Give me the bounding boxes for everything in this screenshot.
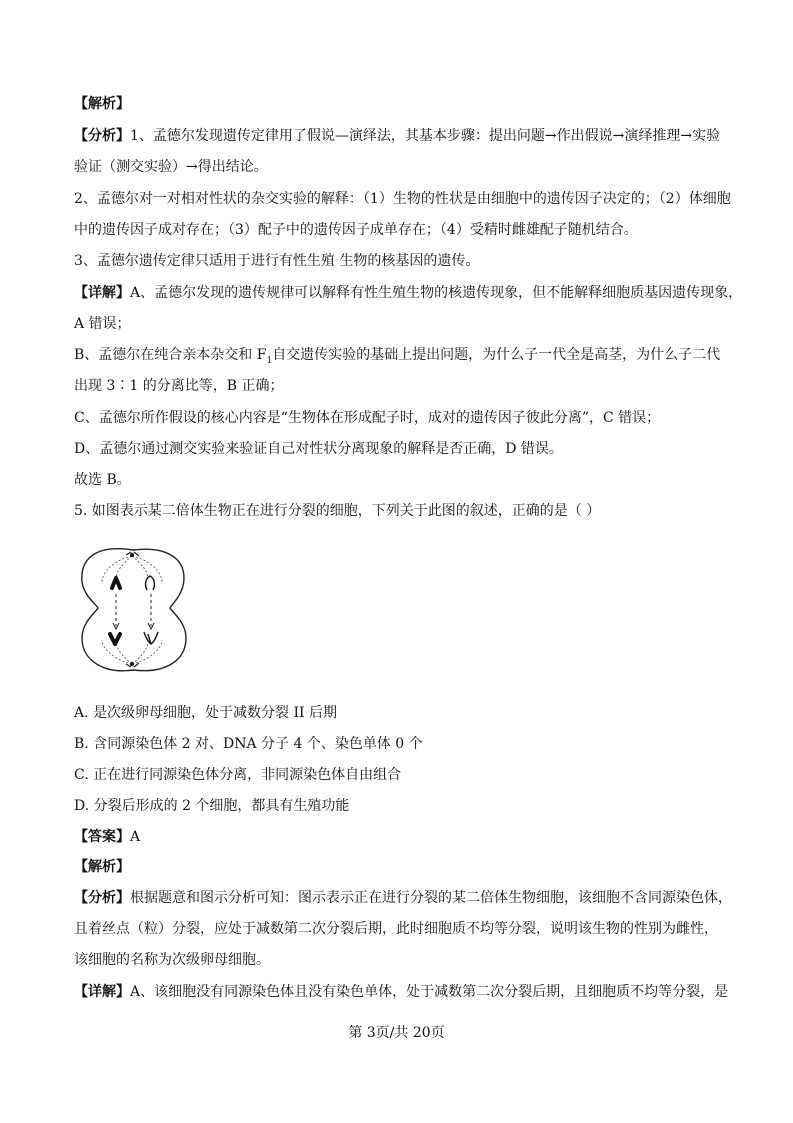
q5-analysis-line-1 bbox=[74, 889, 732, 907]
analysis-line-1 bbox=[74, 127, 720, 145]
page-footer: 第 3页/共 20页 bbox=[348, 1025, 445, 1041]
detail-line-b2: 出现 3∶1 的分离比等，B 正确； bbox=[74, 378, 284, 394]
option-d: D. 分裂后形成的 2 个细胞，都具有生殖功能 bbox=[74, 798, 350, 814]
chromosome-top-left bbox=[112, 578, 120, 588]
answer-line bbox=[74, 828, 140, 846]
detail-b-pre: B、孟德尔在纯合亲本杂交和 F bbox=[74, 347, 267, 363]
answer-value: A bbox=[130, 829, 141, 845]
chromosome-top-right bbox=[146, 576, 155, 590]
analysis-heading: 【解析】 bbox=[74, 96, 130, 112]
analysis-line-2: 2、孟德尔对一对相对性状的杂交实验的解释：（1）生物的性状是由细胞中的遗传因子决定的；（2）体细胞 bbox=[74, 191, 731, 207]
option-c: C. 正在进行同源染色体分离，非同源染色体自由组合 bbox=[74, 767, 402, 783]
answer-tag: 【答案】 bbox=[74, 829, 130, 845]
q5-analysis-line-3: 该细胞的名称为次级卵母细胞。 bbox=[74, 952, 270, 968]
q5-analysis-heading: 【解析】 bbox=[74, 859, 130, 875]
detail-text-a: A、孟德尔发现的遗传规律可以解释有性生殖生物的核遗传现象，但不能解释细胞质基因遗传现象， bbox=[130, 285, 743, 301]
detail-line-b bbox=[74, 346, 720, 370]
detail-line-a bbox=[74, 284, 742, 302]
q5-detail-text-a: A、该细胞没有同源染色体且没有染色单体，处于减数第二次分裂后期，且细胞质不均等分裂，是 bbox=[130, 984, 729, 1000]
detail-line-a2: A 错误； bbox=[74, 316, 131, 332]
detail-line-c: C、孟德尔所作假设的核心内容是“生物体在形成配子时，成对的遗传因子彼此分离”，C 错误； bbox=[74, 410, 661, 426]
detail-line-d: D、孟德尔通过测交实验来验证自己对性状分离现象的解释是否正确，D 错误。 bbox=[74, 441, 563, 457]
q5-analysis-line-2: 且着丝点（粒）分裂，应处于减数第二次分裂后期，此时细胞质不均等分裂，说明该生物的性别为雌性， bbox=[74, 921, 718, 937]
q5-detail-tag: 【详解】 bbox=[74, 984, 130, 1000]
detail-b-sub: 1 bbox=[266, 355, 273, 366]
cell-division-diagram bbox=[74, 538, 192, 676]
analysis-text-1: 1、孟德尔发现遗传定律用了假说—演绎法，其基本步骤：提出问题→作出假说→演绎推理→实验 bbox=[130, 128, 721, 144]
chromosome-bottom-left bbox=[110, 634, 120, 644]
centriole-bottom bbox=[126, 662, 139, 667]
spindle-bottom bbox=[102, 640, 162, 664]
analysis-line-3: 3、孟德尔遗传定律只适用于进行有性生殖 生物的核基因的遗传。 bbox=[74, 253, 480, 269]
q5-analysis-text-1: 根据题意和图示分析可知：图示表示正在进行分裂的某二倍体生物细胞，该细胞不含同源染色体， bbox=[130, 890, 732, 906]
centriole-top bbox=[126, 552, 139, 557]
analysis-line-2b: 中的遗传因子成对存在；（3）配子中的遗传因子成单存在；（4）受精时雌雄配子随机结合。 bbox=[74, 222, 638, 238]
detail-b-post: 自交遗传实验的基础上提出问题，为什么子一代全是高茎，为什么子二代 bbox=[272, 347, 721, 363]
choose-line: 故选 B。 bbox=[74, 472, 131, 488]
q5-stem: 5. 如图表示某二倍体生物正在进行分裂的细胞，下列关于此图的叙述，正确的是（ ） bbox=[74, 503, 601, 519]
option-a: A. 是次级卵母细胞，处于减数分裂 II 后期 bbox=[74, 705, 337, 721]
q5-detail-line-a bbox=[74, 983, 728, 1001]
q5-analysis-tag: 【分析】 bbox=[74, 890, 130, 906]
analysis-line-1b: 验证（测交实验）→得出结论。 bbox=[74, 159, 268, 175]
chromosome-bottom-right bbox=[144, 632, 158, 644]
analysis-tag: 【分析】 bbox=[74, 128, 130, 144]
option-b: B. 含同源染色体 2 对、DNA 分子 4 个、染色单体 0 个 bbox=[74, 736, 423, 752]
detail-tag: 【详解】 bbox=[74, 285, 130, 301]
cell-membrane bbox=[82, 549, 186, 671]
